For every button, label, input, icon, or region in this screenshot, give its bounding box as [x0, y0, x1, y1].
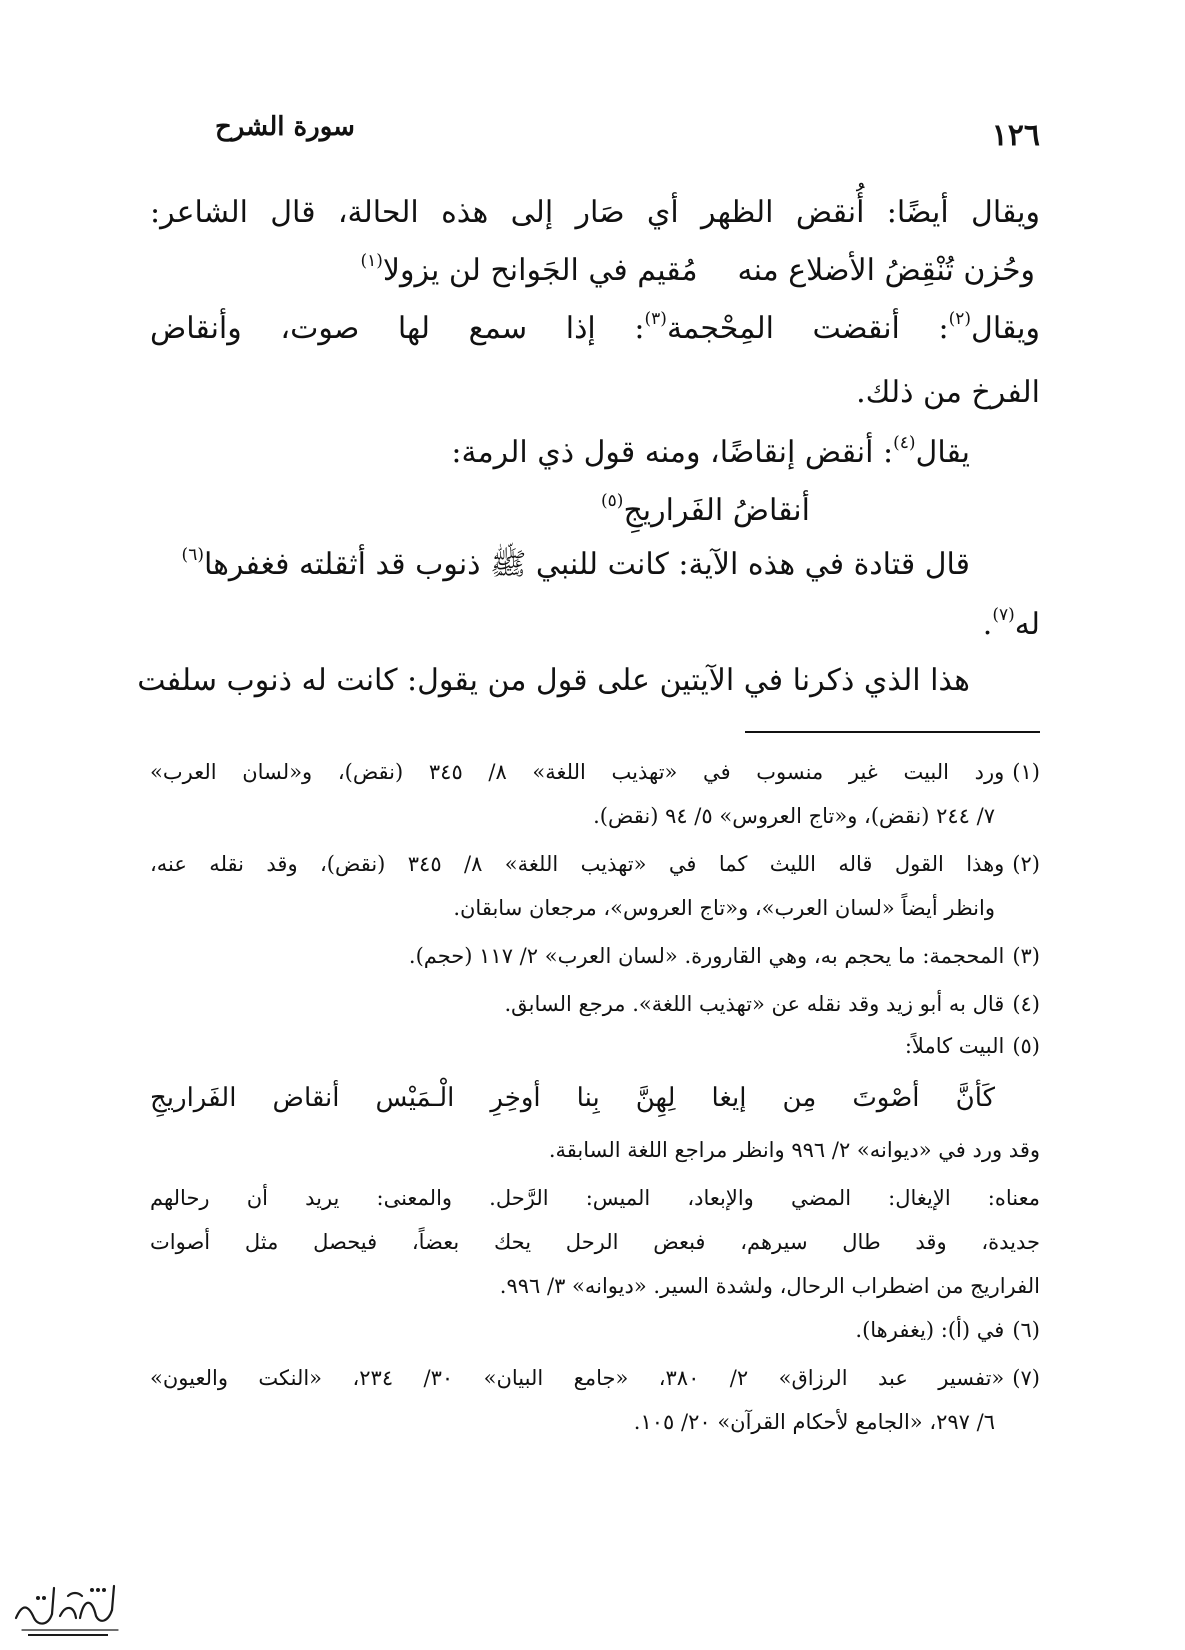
body-line-3-part-c: : إذا سمع لها صوت، وأنقاض — [150, 311, 645, 346]
footnote-5-line-6: الفراريج من اضطراب الرحال، ولشدة السير. «ديوانه» ٣/ ٩٩٦. — [499, 1274, 1040, 1298]
footnote-separator — [745, 731, 1040, 733]
footnote-marker-5: (٥) — [601, 491, 624, 511]
quoted-phrase — [150, 486, 810, 536]
footnote-5-text-1: البيت كاملاً: — [904, 1034, 1005, 1058]
body-line-5 — [150, 428, 970, 478]
footnote-5-line-1 — [150, 1026, 1040, 1066]
footnote-marker-2: (٢) — [948, 309, 972, 329]
footnote-1-number: (١) — [1012, 760, 1040, 784]
footnote-1-line-2: ٧/ ٢٤٤ (نقض)، و«تاج العروس» ٥/ ٩٤ (نقض). — [593, 804, 995, 828]
footnote-2-line-2: وانظر أيضاً «لسان العرب»، و«تاج العروس»، مرجعان سابقان. — [453, 896, 995, 920]
body-line-9: هذا الذي ذكرنا في الآيتين على قول من يقول: كانت له ذنوب سلفت — [137, 663, 970, 698]
footnote-1-text-1: ورد البيت غير منسوب في «تهذيب اللغة» ٨/ ٣٤٥ (نقض)، و«لسان العرب» — [150, 760, 1005, 784]
footnote-3-text-1: المحجمة: ما يحجم به، وهي القارورة. «لسان العرب» ٢/ ١١٧ (حجم). — [408, 944, 1005, 968]
footnote-marker-4: (٤) — [893, 433, 916, 453]
footnote-6-line-1 — [150, 1310, 1040, 1350]
footnote-5-line-3: وقد ورد في «ديوانه» ٢/ ٩٩٦ وانظر مراجع اللغة السابقة. — [548, 1138, 1040, 1162]
body-line-5-part-b: : أنقض إنقاضًا، ومنه قول ذي الرمة: — [451, 435, 894, 470]
footnote-3-number: (٣) — [1012, 944, 1040, 968]
page-number: ١٢٦ — [991, 118, 1040, 153]
footnote-4-text-1: قال به أبو زيد وقد نقله عن «تهذيب اللغة». مرجع السابق. — [504, 992, 1005, 1016]
verse-line — [150, 246, 1035, 296]
footnote-5-line-4: معناه: الإيغال: المضي والإبعاد، الميس: الرَّحل. والمعنى: يريد أن رحالهم — [150, 1186, 1040, 1210]
body-line-1: ويقال أيضًا: أُنقض الظهر أي صَار إلى هذه الحالة، قال الشاعر: — [150, 195, 1040, 230]
footnote-3-line-1 — [150, 936, 1040, 976]
publisher-stamp-logo — [8, 1574, 128, 1642]
footnote-2-line-1 — [150, 844, 1040, 884]
footnote-7-number: (٧) — [1012, 1366, 1040, 1390]
body-line-3-part-a: ويقال — [971, 311, 1040, 346]
body-line-7 — [150, 540, 970, 590]
verse-hemistich-2: مُقيم في الجَوانح لن يزولا — [382, 253, 698, 288]
footnote-marker-7: (٧) — [992, 605, 1015, 625]
footnote-5-number: (٥) — [1012, 1034, 1040, 1058]
footnote-7-line-2: ٦/ ٢٩٧، «الجامع لأحكام القرآن» ٢٠/ ١٠٥. — [633, 1410, 995, 1434]
footnote-6-text-1: في (أ): (يغفرها). — [855, 1318, 1005, 1342]
body-line-8-period: . — [982, 607, 993, 642]
quoted-phrase-text: أنقاضُ الفَراريجِ — [623, 493, 810, 528]
footnote-1-line-1 — [150, 752, 1040, 792]
footnote-2-text-1: وهذا القول قاله الليث كما في «تهذيب اللغة» ٨/ ٣٤٥ (نقض)، وقد نقله عنه، — [150, 852, 1005, 876]
body-line-3 — [150, 304, 1040, 354]
footnote-4-number: (٤) — [1012, 992, 1040, 1016]
footnote-marker-6: (٦) — [181, 545, 204, 565]
footnote-5-line-5: جديدة، وقد طال سيرهم، فبعض الرحل يحك بعضاً، فيحصل مثل أصوات — [150, 1230, 1040, 1254]
footnote-7-text-1: «تفسير عبد الرزاق» ٢/ ٣٨٠، «جامع البيان» ٣٠/ ٢٣٤، «النكت والعيون» — [150, 1366, 1005, 1390]
footnote-7-line-1 — [150, 1358, 1040, 1398]
footnote-marker-1: (١) — [360, 251, 383, 271]
footnote-5-verse: كَأنَّ أصْوتَ مِن إيغا لِهِنَّ بِنا أوخِرِ الْـمَيْس أنقاض الفَراريجِ — [150, 1083, 995, 1113]
body-line-4: الفرخ من ذلك. — [856, 375, 1040, 410]
body-line-3-part-b: : أنقضت المِحْجمة — [666, 311, 949, 346]
body-line-8 — [150, 600, 1040, 650]
footnote-6-number: (٦) — [1012, 1318, 1040, 1342]
body-line-5-part-a: يقال — [915, 435, 970, 470]
footnote-2-number: (٢) — [1012, 852, 1040, 876]
body-line-8-text: له — [1014, 607, 1040, 642]
footnote-4-line-1 — [150, 984, 1040, 1024]
footnote-marker-3: (٣) — [644, 309, 667, 329]
verse-hemistich-1: وحُزن تُنْقِضُ الأضلاع منه — [737, 253, 1035, 288]
body-line-7-text: قال قتادة في هذه الآية: كانت للنبي ﷺ ذنوب قد أثقلته فغفرها — [203, 547, 970, 582]
running-title: سورة الشرح — [215, 112, 355, 142]
